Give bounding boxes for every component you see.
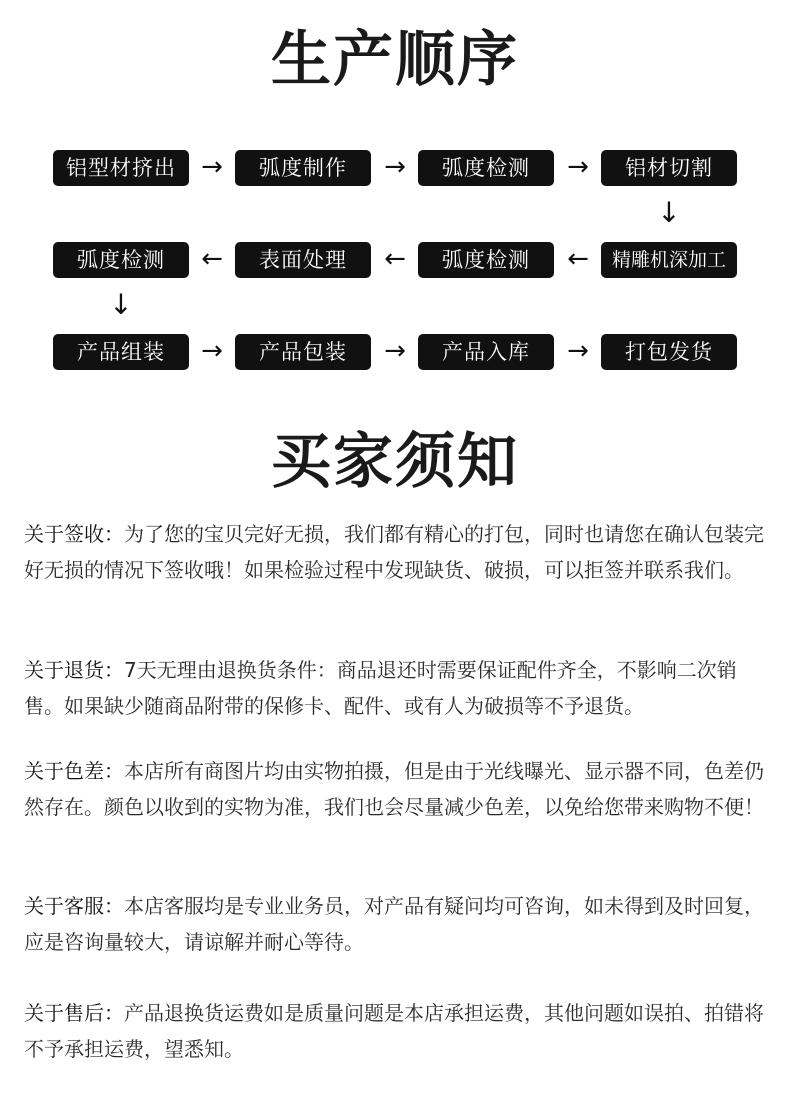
notice-label: 关于签收： [24,522,124,546]
notice-text: 本店客服均是专业业务员，对产品有疑问均可咨询，如未得到及时回复，应是咨询量较大，请谅解并耐心等待。 [24,894,764,954]
notice-title: 买家须知 [271,427,519,497]
notice-customer-service [24,888,774,960]
arrow-left-icon: ← [384,244,406,274]
arrow-right-icon: → [201,152,223,182]
notice-returns [24,652,774,724]
step-extrusion: 铝型材挤出 [53,150,189,186]
arrow-right-icon: → [567,336,589,366]
arrow-left-icon: ← [567,244,589,274]
step-assembly: 产品组装 [53,334,189,370]
step-warehousing: 产品入库 [418,334,554,370]
step-arc-inspection-final: 弧度检测 [53,242,189,278]
arrow-right-icon: → [567,152,589,182]
notice-text: 7天无理由退换货条件：商品退还时需要保证配件齐全，不影响二次销售。如果缺少随商品附带的保修卡、配件、或有人为破损等不予退货。 [24,658,737,718]
step-arc-inspection: 弧度检测 [418,150,554,186]
arrow-down-icon: ↓ [657,196,681,229]
arrow-right-icon: → [201,336,223,366]
step-shipping: 打包发货 [601,334,737,370]
arrow-right-icon: → [384,152,406,182]
process-title: 生产顺序 [271,25,519,95]
notice-text: 产品退换货运费如是质量问题是本店承担运费，其他问题如误拍、拍错将不予承担运费，望悉知。 [24,1001,764,1061]
notice-color-difference [24,753,774,825]
notice-label: 关于色差： [24,759,124,783]
notice-text: 为了您的宝贝完好无损，我们都有精心的打包，同时也请您在确认包装完好无损的情况下签收哦！如果检验过程中发现缺货、破损，可以拒签并联系我们。 [24,522,764,582]
step-arc-making: 弧度制作 [235,150,371,186]
arrow-right-icon: → [384,336,406,366]
notice-label: 关于客服： [24,894,124,918]
step-cnc-machining: 精雕机深加工 [601,242,737,278]
arrow-down-icon: ↓ [109,288,133,321]
step-packaging: 产品包装 [235,334,371,370]
step-cutting: 铝材切割 [601,150,737,186]
arrow-left-icon: ← [201,244,223,274]
notice-text: 本店所有商图片均由实物拍摄，但是由于光线曝光、显示器不同，色差仍然存在。颜色以收到的实物为准，我们也会尽量减少色差，以免给您带来购物不便！ [24,759,764,819]
notice-after-sales [24,995,774,1067]
notice-label: 关于售后： [24,1001,124,1025]
step-arc-inspection-2: 弧度检测 [418,242,554,278]
notice-label: 关于退货： [24,658,124,682]
step-surface-treatment: 表面处理 [235,242,371,278]
notice-signing [24,516,774,588]
